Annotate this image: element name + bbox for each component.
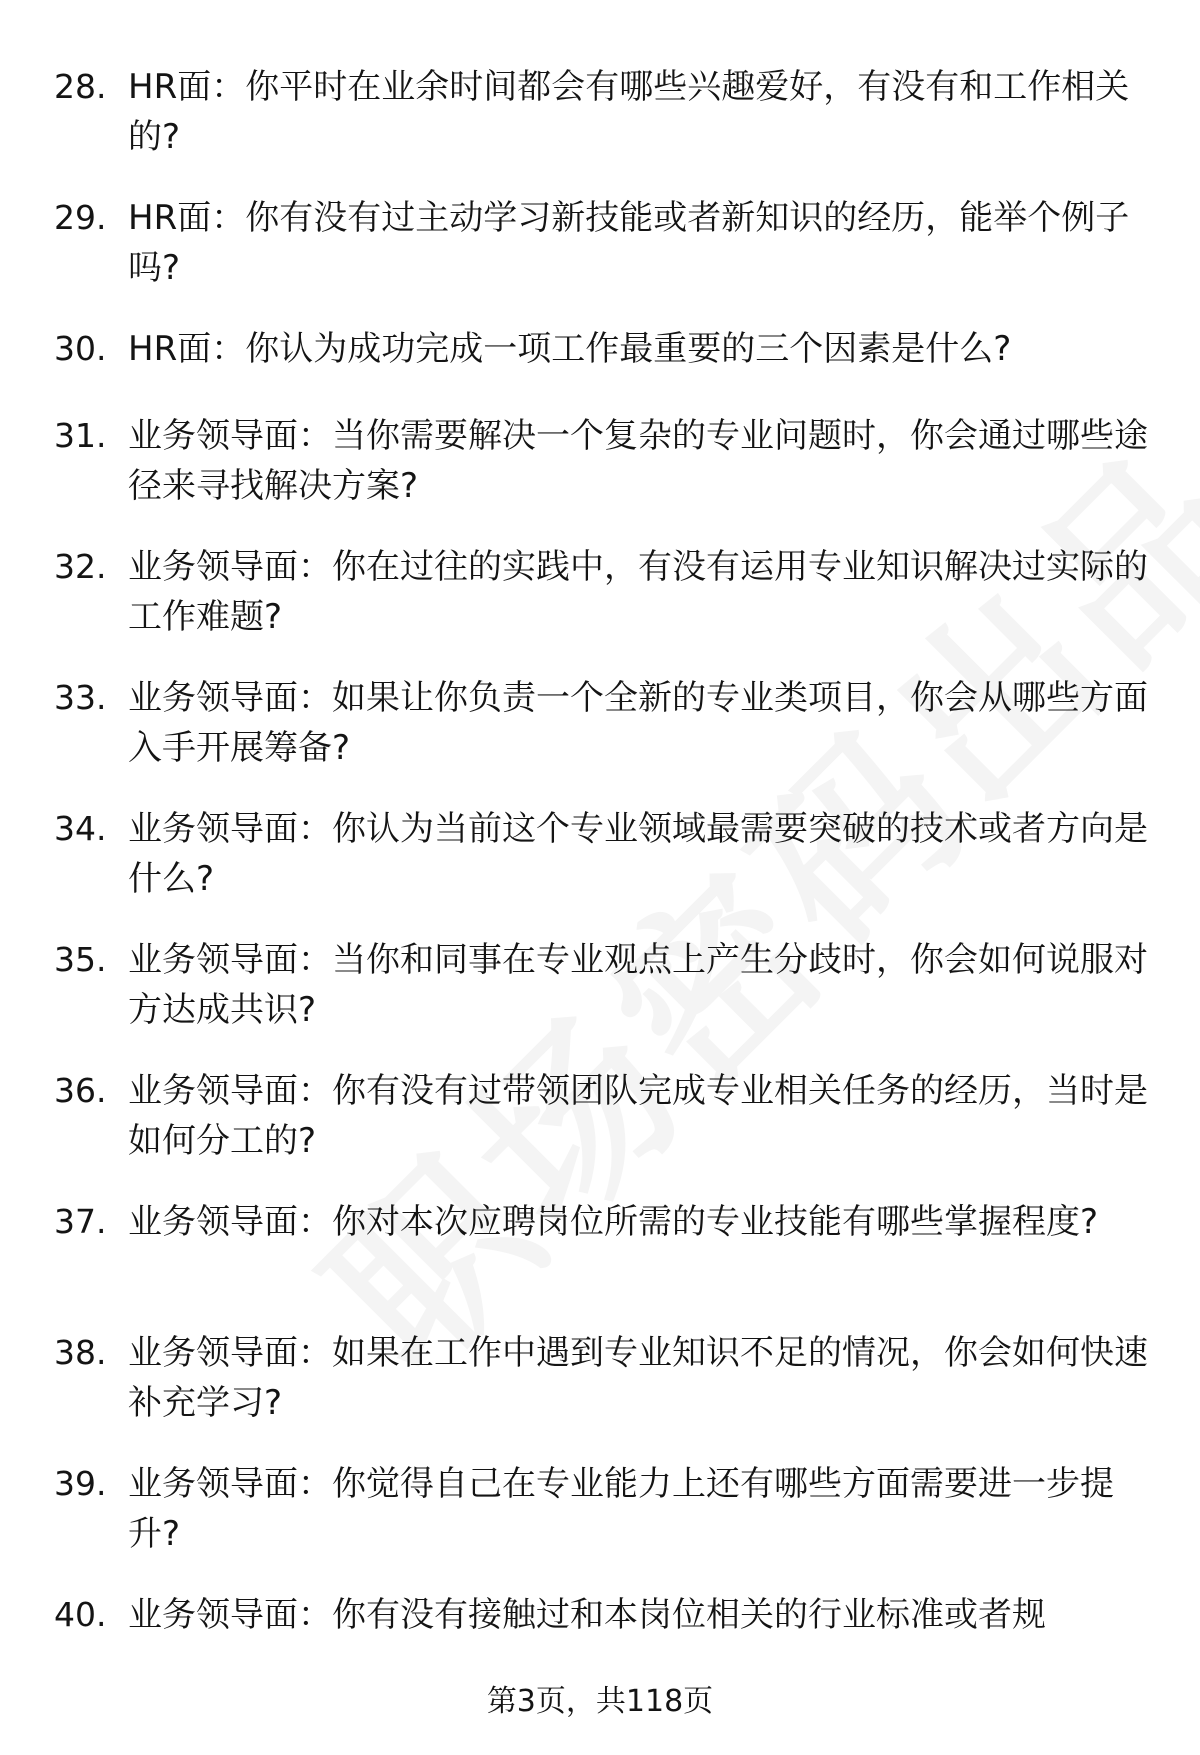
question-number: 37.	[54, 1202, 107, 1241]
question-text: 业务领导面：你对本次应聘岗位所需的专业技能有哪些掌握程度?	[128, 1202, 1099, 1242]
question-number: 31.	[54, 416, 107, 455]
question-text: HR面：你平时在业余时间都会有哪些兴趣爱好，有没有和工作相关的?	[128, 67, 1130, 157]
question-text: 业务领导面：如果在工作中遇到专业知识不足的情况，你会如何快速补充学习?	[128, 1333, 1148, 1423]
question-item	[0, 804, 1200, 935]
question-item	[0, 62, 1200, 193]
question-text: 业务领导面：你在过往的实践中，有没有运用专业知识解决过实际的工作难题?	[128, 547, 1148, 637]
question-item	[0, 1197, 1200, 1328]
question-number: 34.	[54, 809, 107, 848]
page-footer: 第3页，共118页	[486, 1684, 714, 1719]
question-item	[0, 324, 1200, 411]
question-number: 40.	[54, 1595, 107, 1634]
question-text: 业务领导面：当你和同事在专业观点上产生分歧时，你会如何说服对方达成共识?	[128, 940, 1148, 1030]
question-text: 业务领导面：如果让你负责一个全新的专业类项目，你会从哪些方面入手开展筹备?	[128, 678, 1148, 768]
question-item	[0, 1328, 1200, 1459]
question-list	[0, 62, 1200, 1677]
question-number: 39.	[54, 1464, 107, 1503]
question-number: 30.	[54, 329, 107, 368]
question-item	[0, 1459, 1200, 1590]
question-text: 业务领导面：你认为当前这个专业领域最需要突破的技术或者方向是什么?	[128, 809, 1148, 899]
question-text: 业务领导面：你有没有接触过和本岗位相关的行业标准或者规	[128, 1595, 1046, 1635]
question-text: HR面：你有没有过主动学习新技能或者新知识的经历，能举个例子吗?	[128, 198, 1130, 288]
question-item	[0, 193, 1200, 324]
question-number: 38.	[54, 1333, 107, 1372]
question-text: 业务领导面：当你需要解决一个复杂的专业问题时，你会通过哪些途径来寻找解决方案?	[128, 416, 1148, 506]
question-item	[0, 935, 1200, 1066]
question-number: 36.	[54, 1071, 107, 1110]
question-item	[0, 411, 1200, 542]
question-item	[0, 1590, 1200, 1677]
question-number: 33.	[54, 678, 107, 717]
question-text: 业务领导面：你有没有过带领团队完成专业相关任务的经历，当时是如何分工的?	[128, 1071, 1148, 1161]
question-item	[0, 542, 1200, 673]
question-item	[0, 673, 1200, 804]
question-item	[0, 1066, 1200, 1197]
question-text: HR面：你认为成功完成一项工作最重要的三个因素是什么?	[128, 329, 1012, 369]
question-number: 35.	[54, 940, 107, 979]
question-number: 29.	[54, 198, 107, 237]
question-number: 28.	[54, 67, 107, 106]
question-text: 业务领导面：你觉得自己在专业能力上还有哪些方面需要进一步提升?	[128, 1464, 1114, 1554]
question-number: 32.	[54, 547, 107, 586]
